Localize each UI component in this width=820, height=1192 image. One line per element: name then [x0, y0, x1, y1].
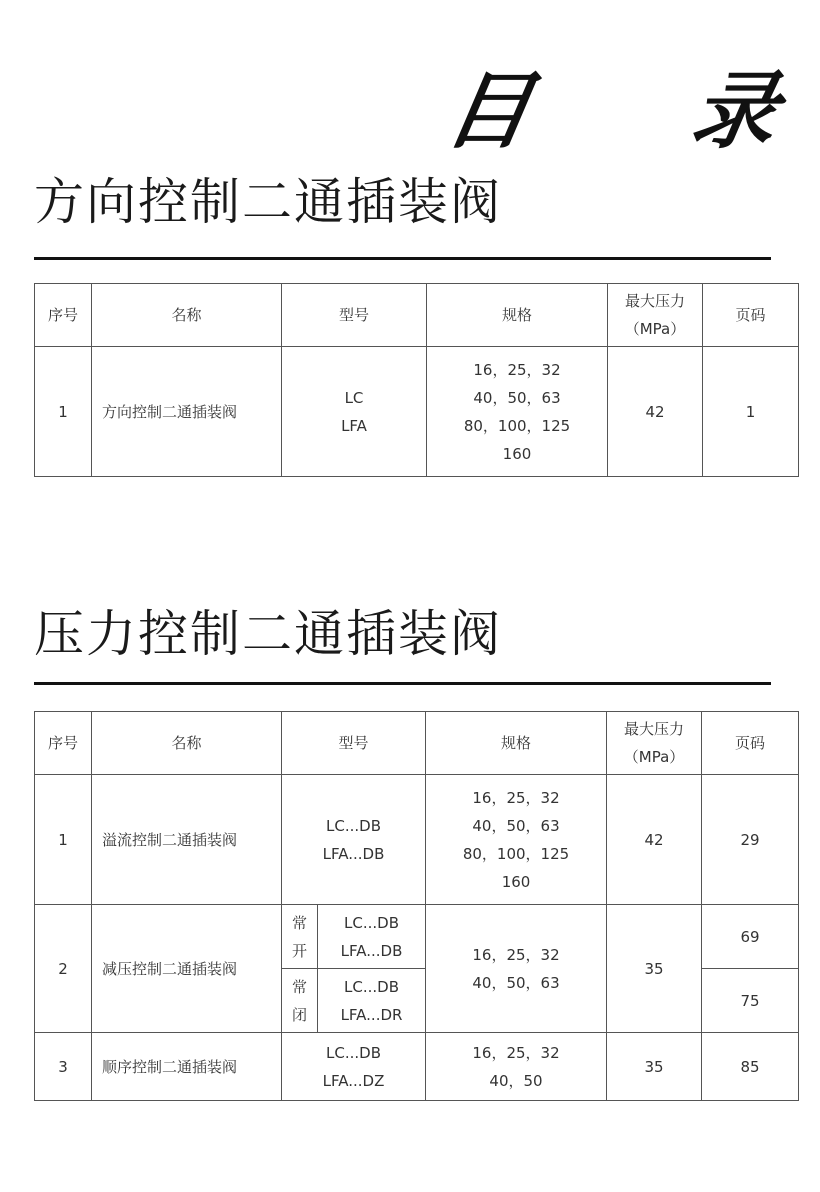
row-page: 29: [702, 775, 799, 905]
table-row: [35, 775, 799, 905]
normally-open-page: 69: [702, 905, 799, 969]
row-index: 3: [35, 1033, 92, 1101]
row-name: 顺序控制二通插装阀: [92, 1033, 282, 1101]
table-row: [35, 347, 799, 477]
table-header-row: [35, 284, 799, 347]
header-name: 名称: [92, 712, 282, 775]
row-max-pressure: 35: [607, 905, 702, 1033]
table-header-row: [35, 712, 799, 775]
header-index: 序号: [35, 284, 92, 347]
row-models: LC...DB LFA...DZ: [282, 1033, 426, 1101]
row-max-pressure: 42: [608, 347, 703, 477]
row-index: 2: [35, 905, 92, 1033]
row-specs: 16，25，32 40，50，63: [426, 905, 607, 1033]
row-name: 溢流控制二通插装阀: [92, 775, 282, 905]
header-max-pressure: 最大压力 （MPa）: [608, 284, 703, 347]
header-page: 页码: [702, 712, 799, 775]
row-index: 1: [35, 775, 92, 905]
row-max-pressure: 35: [607, 1033, 702, 1101]
normally-open-label: 常 开: [282, 905, 318, 969]
row-models: LC LFA: [282, 347, 427, 477]
section1-table: [34, 283, 799, 477]
header-name: 名称: [92, 284, 282, 347]
header-model: 型号: [282, 284, 427, 347]
page-title-char-1: 目: [438, 62, 540, 160]
row-page: 85: [702, 1033, 799, 1101]
row-specs: 16，25，32 40，50: [426, 1033, 607, 1101]
normally-closed-page: 75: [702, 969, 799, 1033]
row-name: 减压控制二通插装阀: [92, 905, 282, 1033]
header-max-pressure: 最大压力 （MPa）: [607, 712, 702, 775]
normally-closed-models: LC...DB LFA...DR: [318, 969, 426, 1033]
header-index: 序号: [35, 712, 92, 775]
row-index: 1: [35, 347, 92, 477]
row-specs: 16，25，32 40，50，63 80，100，125 160: [426, 775, 607, 905]
row-models: LC...DB LFA...DB: [282, 775, 426, 905]
header-spec: 规格: [427, 284, 608, 347]
normally-closed-label: 常 闭: [282, 969, 318, 1033]
row-specs: 16，25，32 40，50，63 80，100，125 160: [427, 347, 608, 477]
table-row: [35, 905, 799, 969]
section1-divider: [34, 257, 771, 260]
section1-heading: 方向控制二通插装阀: [34, 173, 502, 231]
page-title-char-2: 录: [684, 62, 786, 160]
header-page: 页码: [703, 284, 799, 347]
row-max-pressure: 42: [607, 775, 702, 905]
section2-divider: [34, 682, 771, 685]
row-page: 1: [703, 347, 799, 477]
page-title: [438, 44, 786, 165]
section2-table: [34, 711, 799, 1101]
row-name: 方向控制二通插装阀: [92, 347, 282, 477]
header-model: 型号: [282, 712, 426, 775]
table-row: [35, 1033, 799, 1101]
section2-heading: 压力控制二通插装阀: [34, 605, 502, 663]
normally-open-models: LC...DB LFA...DB: [318, 905, 426, 969]
header-spec: 规格: [426, 712, 607, 775]
